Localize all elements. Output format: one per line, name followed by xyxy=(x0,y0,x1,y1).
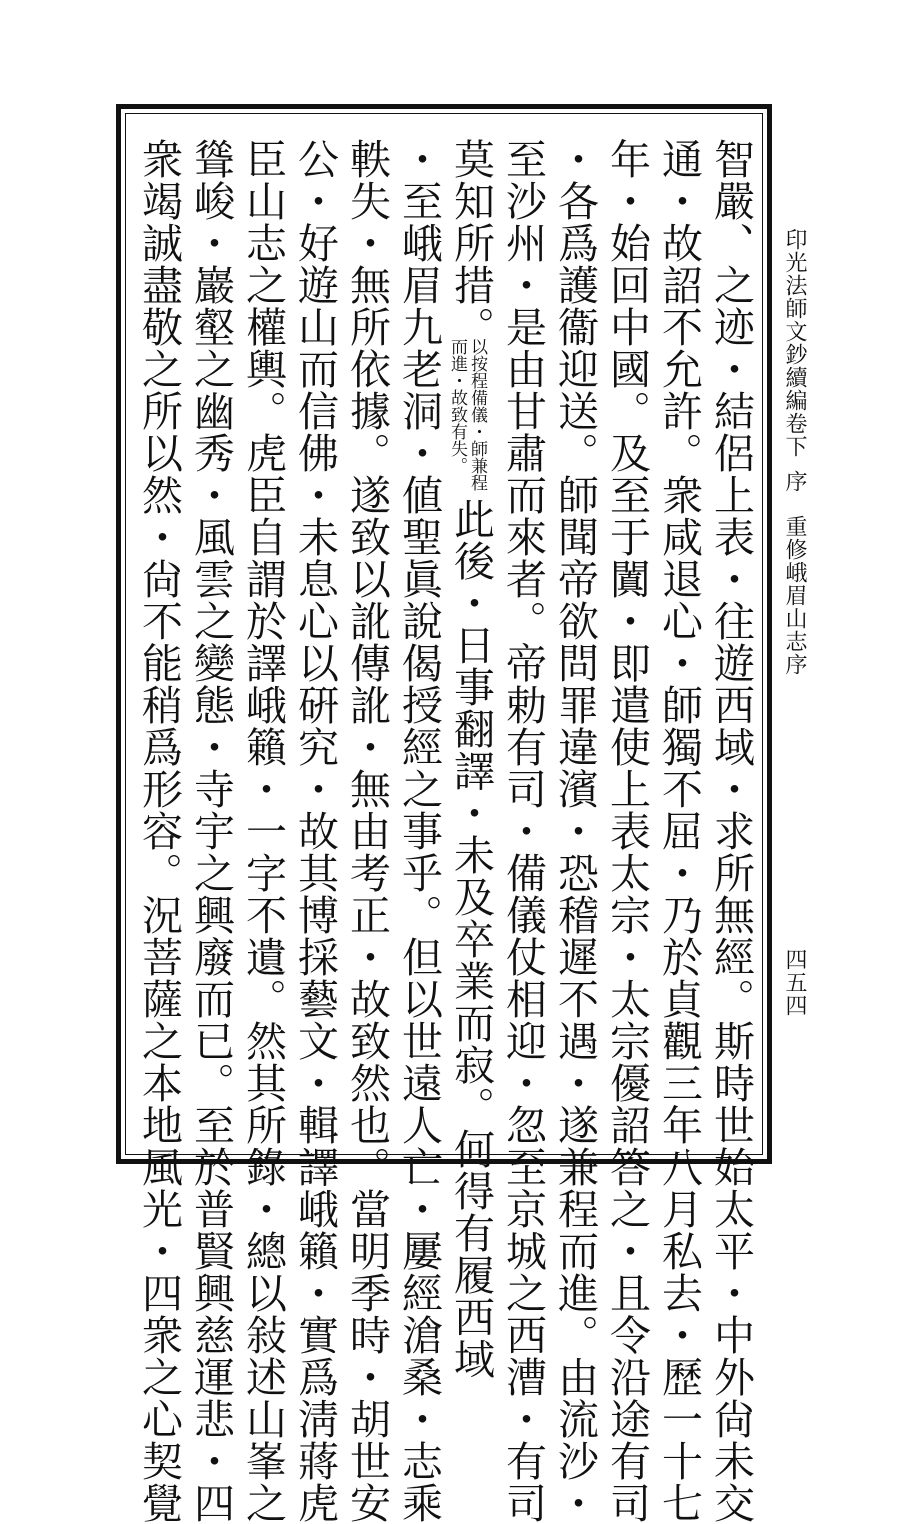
annotation-line-2: 而進・故致有失。 xyxy=(447,338,467,474)
text-column-10: 臣山志之權輿。虎臣自謂於譯峨籟・一字不遺。然其所錄・總以敍述山峯之 xyxy=(239,138,287,1524)
text-column-4: ・各爲護衞迎送。師聞帝欲問罪違濱・恐稽遲不遇・遂兼程而進。由流沙・ xyxy=(551,138,599,1524)
text-column-7: ・至峨眉九老洞・値聖眞說偈授經之事乎。但以世遠人亡・屢經滄桑・志乘 xyxy=(395,138,443,1524)
text-column-12: 衆竭誠盡敬之所以然・尙不能稍爲形容。況菩薩之本地風光・四衆之心契覺 xyxy=(135,138,183,1524)
text-column-9: 公・好遊山而信佛・未息心以硏究・故其博採藝文・輯譯峨籟・實爲淸蔣虎 xyxy=(291,138,339,1524)
book-title: 印光法師文鈔續編卷下 xyxy=(782,228,807,458)
text-column-1: 智嚴、之迹・結侶上表・往遊西域・求所無經。斯時世始太平・中外尙未交 xyxy=(707,138,755,1524)
chapter-label: 序 xyxy=(782,470,807,492)
text-column-6b: 此後・日事翻譯・未及卒業而寂。何得有履西域 xyxy=(447,498,495,1380)
section-title: 重修峨眉山志序 xyxy=(782,515,807,676)
text-column-6a: 莫知所措。 xyxy=(447,138,495,348)
text-column-5: 至沙州・是由甘肅而來者。帝勅有司・備儀仗相迎・忽至京城之西漕・有司 xyxy=(499,138,547,1524)
annotation-line-1: 以按程備儀・師兼程 xyxy=(467,338,487,491)
page-number: 四五四 xyxy=(782,948,807,1017)
text-column-11: 聳峻・巖壑之幽秀・風雲之變態・寺宇之興廢而已。至於普賢興慈運悲・四 xyxy=(187,138,235,1524)
text-column-2: 通・故詔不允許。衆咸退心・師獨不屈・乃於貞觀三年八月私去・歷一十七 xyxy=(655,138,703,1524)
text-column-3: 年・始回中國。及至于闐・即遣使上表太宗・太宗優詔答之・且令沿途有司 xyxy=(603,138,651,1524)
text-column-8: 軼失・無所依據。遂致以訛傳訛・無由考正・故致然也。當明季時・胡世安 xyxy=(343,138,391,1524)
